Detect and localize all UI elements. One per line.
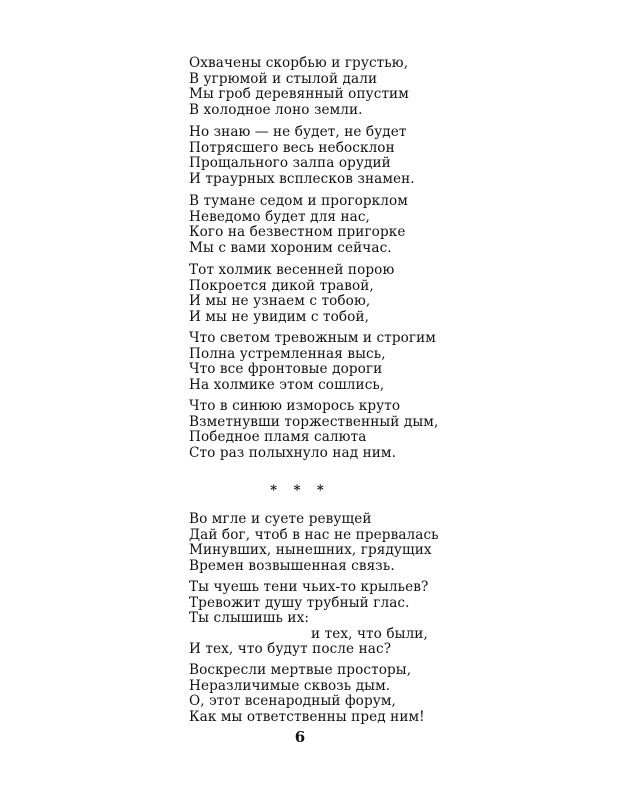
poem-line: Что все фронтовые дороги	[189, 361, 383, 378]
poem-line: Победное пламя салюта	[189, 429, 367, 446]
section-separator: * * *	[270, 483, 330, 498]
poem-line: И мы не узнаем с тобою,	[189, 293, 371, 310]
poem-line-indented: и тех, что были,	[311, 625, 428, 642]
poem-line: Полна устремленная высь,	[189, 345, 386, 362]
poem-line: Минувших, нынешних, грядущих	[189, 542, 432, 559]
poem-line: Тревожит душу трубный глас.	[189, 594, 410, 611]
poem-line: В угрюмой и стылой дали	[189, 70, 378, 87]
poem-line: О, этот всенародный форум,	[189, 693, 396, 710]
poem-line: Что светом тревожным и строгим	[189, 330, 436, 346]
poem-line: Покроется дикой травой,	[189, 277, 374, 294]
poem-line: Дай бог, чтоб в нас не прервалась	[189, 526, 439, 543]
stanza-4	[189, 263, 449, 325]
poem-line: Мы с вами хороним сейчас.	[189, 239, 392, 256]
stanza-3	[189, 194, 449, 256]
poem-line: Во мгле и суете ревущей	[189, 511, 372, 527]
poem-line: И тех, что будут после нас?	[189, 641, 392, 658]
poem-line: На холмике этом сошлись,	[189, 376, 385, 393]
poem-line: В холодное лоно земли.	[189, 101, 363, 118]
poem-line: Мы гроб деревянный опустим	[189, 86, 409, 103]
poem-line: Кого на безвестном пригорке	[189, 224, 406, 241]
stanza-9	[189, 663, 449, 725]
stanza-5	[189, 331, 449, 393]
poem-line: Неразличимые сквозь дым.	[189, 677, 391, 694]
poem-line: И траурных всплесков знамен.	[189, 170, 415, 187]
page-number: 6	[294, 728, 306, 746]
stanza-1	[189, 56, 449, 118]
stanza-6	[189, 399, 449, 461]
poem-line: Сто раз полыхнуло над ним.	[189, 444, 397, 461]
poem-line: Ты слышишь их:	[189, 610, 310, 627]
poem-line: Как мы ответственны пред ним!	[189, 708, 425, 725]
poem-line: Потрясшего весь небосклон	[189, 139, 395, 156]
poem-line: Неведомо будет для нас,	[189, 208, 370, 225]
poem-line: Ты чуешь тени чьих-то крыльев?	[189, 579, 429, 595]
stanza-8	[189, 580, 449, 658]
poem-line: Что в синюю изморось круто	[189, 398, 401, 414]
poem-line: Времен возвышенная связь.	[189, 557, 395, 574]
poem-line: В тумане седом и прогорклом	[189, 193, 408, 209]
stanza-7	[189, 512, 449, 574]
poem-line: Охвачены скорбью и грустью,	[189, 55, 409, 71]
poem-line: Тот холмик весенней порою	[189, 262, 395, 278]
poem-line: Воскресли мертвые просторы,	[189, 662, 412, 678]
poem-line: И мы не увидим с тобой,	[189, 308, 370, 325]
poem-line: Но знаю — не будет, не будет	[189, 124, 407, 140]
stanza-2	[189, 125, 449, 187]
poem-line: Взметнувши торжественный дым,	[189, 413, 439, 430]
poem-line: Прощального залпа орудий	[189, 155, 391, 172]
